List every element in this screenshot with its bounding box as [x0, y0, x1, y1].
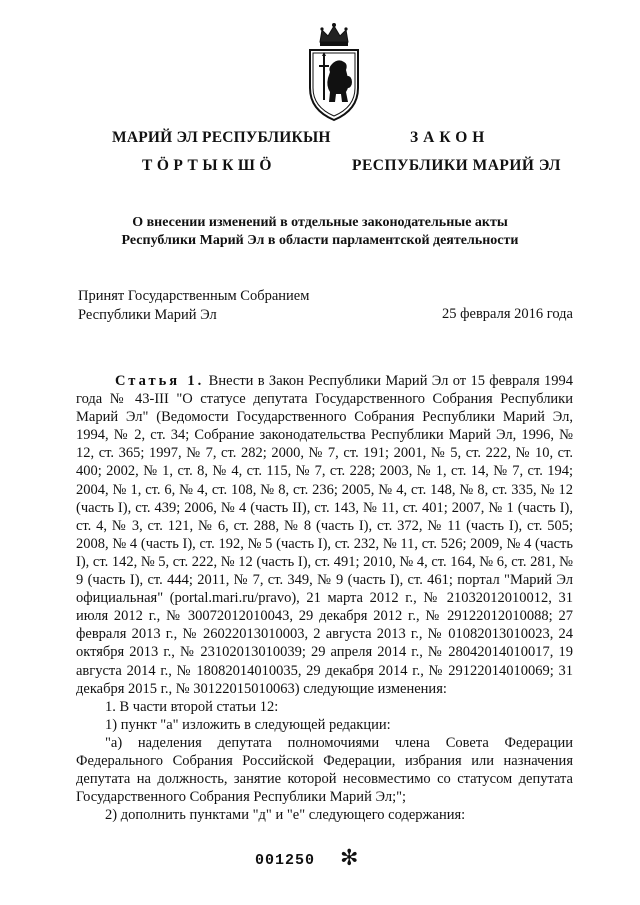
law-body	[76, 372, 573, 824]
item-1: 1. В части второй статьи 12:	[105, 698, 279, 715]
header-right-line2: РЕСПУБЛИКИ МАРИЙ ЭЛ	[352, 157, 561, 174]
item-1-2: 2) дополнить пунктами "д" и "е" следующего содержания:	[105, 807, 466, 824]
header-left-line1: МАРИЙ ЭЛ РЕСПУБЛИКЫН	[112, 129, 331, 146]
header-left-line2: ТӦРТЫКШӦ	[142, 157, 276, 174]
item-1-1-text: "а) наделения депутата полномочиями члена Совета Федерации Федерального Собрания Российской Федерации, избрания или назначения депутата на должность, занятие которой несовместимо со статусом депутата Государственного Собрания Республики Марий Эл;";	[76, 734, 573, 806]
item-1-1: 1) пункт "а" изложить в следующей редакции:	[105, 716, 391, 733]
law-title	[60, 214, 580, 250]
crown-icon	[320, 23, 348, 46]
law-title-line1: О внесении изменений в отдельные законодательные акты	[132, 215, 508, 230]
adopted-line2: Республики Марий Эл	[78, 306, 217, 323]
document-serial-number: 001250	[255, 852, 316, 869]
coat-of-arms-emblem	[302, 22, 366, 122]
header-right-line1: ЗАКОН	[410, 129, 490, 146]
article-label: Статья 1.	[115, 373, 205, 389]
adopted-line1: Принят Государственным Собранием	[78, 288, 310, 304]
asterisk-mark-icon: ✻	[340, 846, 359, 871]
adopted-by	[78, 287, 309, 324]
law-title-line2: Республики Марий Эл в области парламентской деятельности	[121, 233, 519, 248]
article-1-paragraph	[76, 372, 573, 698]
article-text: Внести в Закон Республики Марий Эл от 15 февраля 1994 года № 43-III "О статусе депутата Государственного Собрания Республики Марий Эл" (Ведомости Государственного Собрания Республики Марий Эл, 1994, № 2, ст. 34; Собрание законодательства Республики Марий Эл, 1996, № 12, ст. 365; 1997, № 7, ст. 282; 2000, № 7, ст. 191; 2001, № 5, ст. 222, № 10, ст. 400; 2002, № 1, ст. 8, № 4, ст. 115, № 7, ст. 228; 2003, № 1, ст. 14, № 7, ст. 194; 2004, № 1, ст. 6, № 4, ст. 108, № 8, ст. 236; 2005, № 4, ст. 148, № 8, ст. 335, № 12 (часть I), ст. 439; 2006, № 4 (часть II), ст. 143, № 11, ст. 401; 2007, № 1 (часть I), ст. 4, № 3, ст. 121, № 6, ст. 288, № 8 (часть I), ст. 372, № 11 (часть I), ст. 505; 2008, № 4 (часть I), ст. 192, № 5 (часть I), ст. 232, № 11, ст. 526; 2009, № 4 (часть I), ст. 142, № 5, ст. 222, № 12 (часть I), ст. 491; 2010, № 4, ст. 164, № 6, ст. 281, № 9 (часть I), ст. 444; 2011, № 7, ст. 349, № 9 (часть I), ст. 461; портал "Марий Эл официальная" (portal.mari.ru/pravo), 21 марта 2012 г., № 21032012010012, 31 июля 2012 г., № 30072012010043, 29 декабря 2012 г., № 29122012010088; 27 февраля 2013 г., № 26022013010003, 2 августа 2013 г., № 01082013010023, 24 октября 2013 г., № 23102013010039; 29 апреля 2014 г., № 28042014010017, 19 августа 2014 г., № 18082014010035, 29 декабря 2014 г., № 29122014010069; 31 декабря 2015 г., № 30122015010063) следующие изменения:	[76, 373, 574, 697]
adopted-date: 25 февраля 2016 года	[441, 306, 573, 322]
